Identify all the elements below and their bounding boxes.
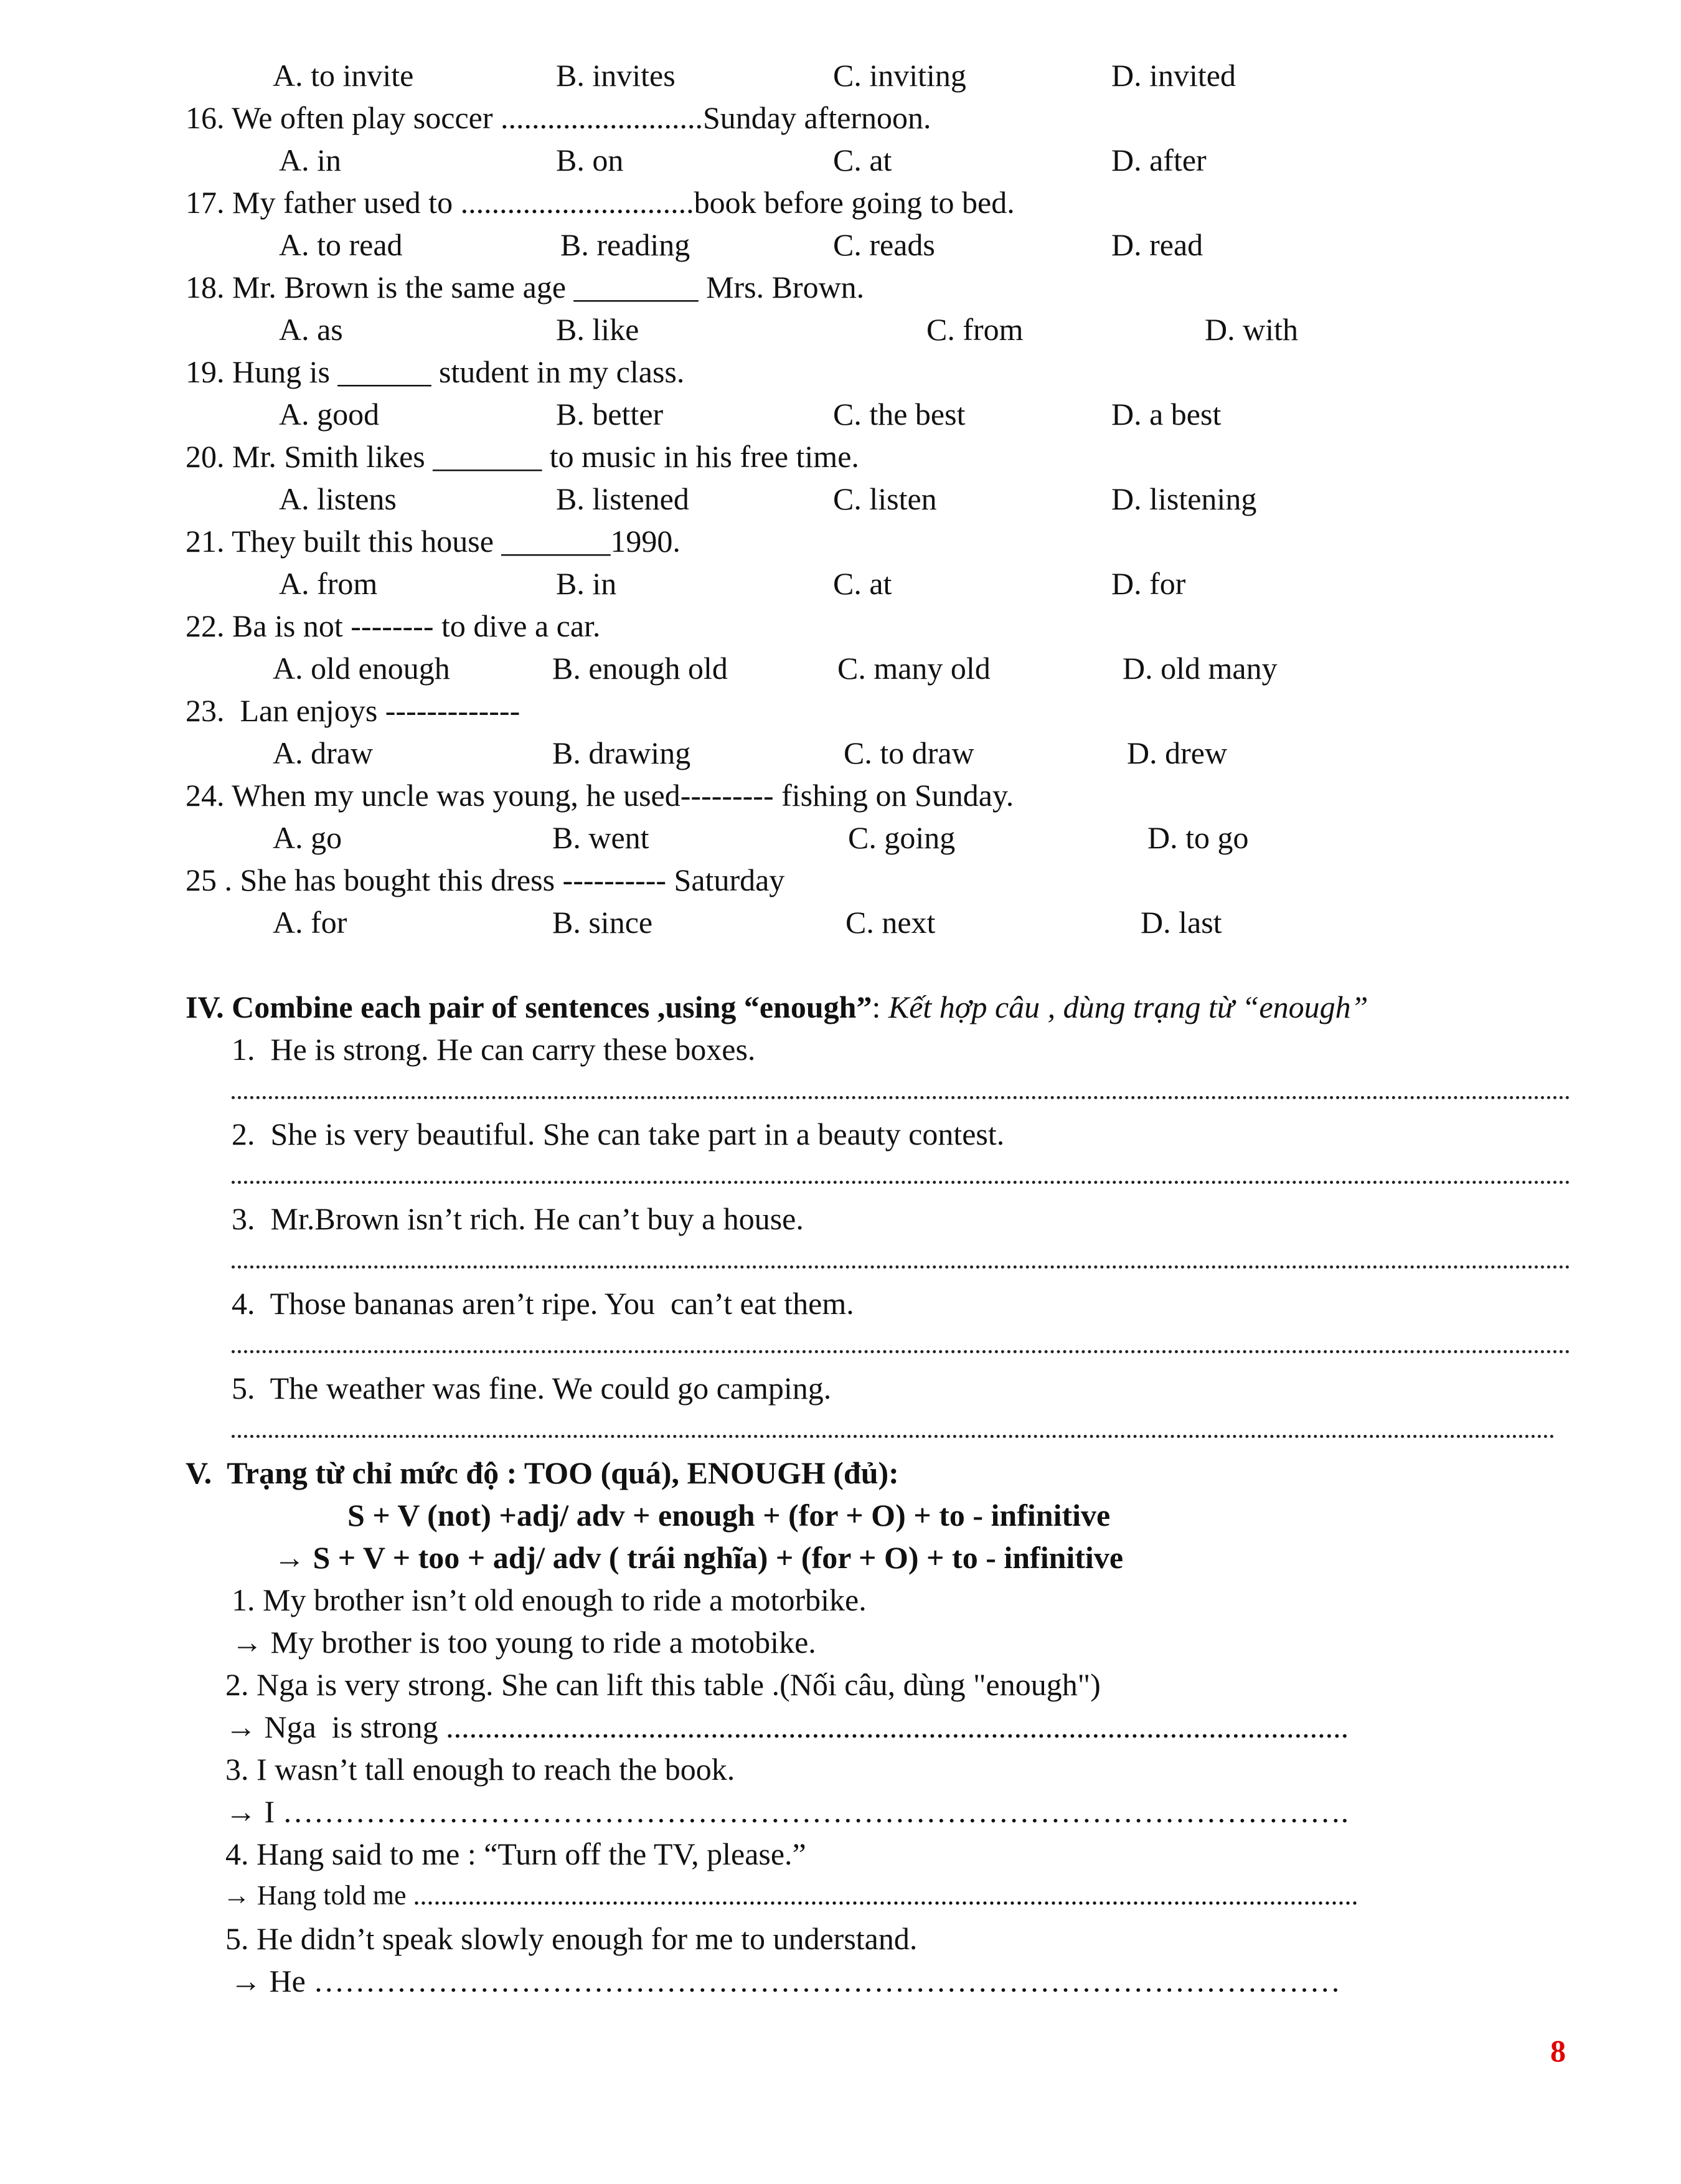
q15-option-b: B. invites xyxy=(556,58,676,93)
q19-option-b: B. better xyxy=(556,397,664,432)
q24-option-a: A. go xyxy=(273,820,342,855)
q19-option-c: C. the best xyxy=(833,397,966,432)
q17-stem: 17. My father used to ..............................book before going to bed. xyxy=(186,185,1015,220)
section-iv-title: IV. Combine each pair of sentences ,using “enough” xyxy=(186,990,872,1024)
q25-option-d: D. last xyxy=(1141,905,1222,940)
q18-option-d: D. with xyxy=(1205,312,1298,347)
q16-option-c: C. at xyxy=(833,143,892,177)
q22-option-a: A. old enough xyxy=(273,651,450,686)
q22-option-c: C. many old xyxy=(837,651,991,686)
q15-option-d: D. invited xyxy=(1111,58,1236,93)
section-iv-separator: : xyxy=(872,990,888,1024)
q18-option-c: C. from xyxy=(926,312,1024,347)
q21-option-c: C. at xyxy=(833,566,892,601)
v-item-3: 3. I wasn’t tall enough to reach the book. xyxy=(225,1752,735,1787)
q20-option-b: B. listened xyxy=(556,481,689,516)
q24-option-d: D. to go xyxy=(1147,820,1249,855)
iv-item-3: 3. Mr.Brown isn’t rich. He can’t buy a house. xyxy=(232,1201,804,1236)
q21-option-b: B. in xyxy=(556,566,617,601)
iv-item-1: 1. He is strong. He can carry these boxes. xyxy=(232,1032,756,1067)
v-item-1: 1. My brother isn’t old enough to ride a motorbike. xyxy=(232,1582,867,1617)
v-item-5: 5. He didn’t speak slowly enough for me to understand. xyxy=(225,1921,918,1956)
q19-option-d: D. a best xyxy=(1111,397,1222,432)
q17-option-a: A. to read xyxy=(279,227,403,262)
answer-line-3[interactable] xyxy=(232,1263,1570,1269)
q23-option-d: D. drew xyxy=(1127,735,1228,770)
q17-option-c: C. reads xyxy=(833,227,935,262)
q16-option-a: A. in xyxy=(279,143,341,177)
v-item-4: 4. Hang said to me : “Turn off the TV, please.” xyxy=(225,1837,806,1871)
q22-option-b: B. enough old xyxy=(552,651,728,686)
q21-option-a: A. from xyxy=(279,566,378,601)
iv-item-5: 5. The weather was fine. We could go camping. xyxy=(232,1371,832,1406)
q16-stem: 16. We often play soccer ..........................Sunday afternoon. xyxy=(186,100,931,135)
q20-option-a: A. listens xyxy=(279,481,397,516)
answer-line-1[interactable] xyxy=(232,1094,1570,1099)
q25-option-b: B. since xyxy=(552,905,653,940)
section-iv-title-vi: Kết hợp câu , dùng trạng từ “enough” xyxy=(888,990,1368,1024)
q17-option-b: B. reading xyxy=(560,227,690,262)
q25-stem: 25 . She has bought this dress ---------- Saturday xyxy=(186,863,785,897)
v-item-2-answer[interactable]: → Nga is strong .................................................................................................................... xyxy=(225,1709,1349,1744)
q25-option-c: C. next xyxy=(845,905,936,940)
q23-option-b: B. drawing xyxy=(552,735,691,770)
page-number: 8 xyxy=(1550,2033,1566,2068)
q17-option-d: D. read xyxy=(1111,227,1203,262)
v-item-4-answer[interactable]: → Hang told me .......................................................................................................................................... xyxy=(223,1880,1358,1911)
q23-option-a: A. draw xyxy=(273,735,374,770)
q18-option-a: A. as xyxy=(279,312,343,347)
q23-option-c: C. to draw xyxy=(844,735,974,770)
q24-option-b: B. went xyxy=(552,820,649,855)
q21-stem: 21. They built this house _______1990. xyxy=(186,524,680,559)
q25-option-a: A. for xyxy=(273,905,347,940)
answer-line-2[interactable] xyxy=(232,1178,1570,1184)
q16-option-d: D. after xyxy=(1111,143,1207,177)
q24-option-c: C. going xyxy=(848,820,956,855)
q22-option-d: D. old many xyxy=(1123,651,1278,686)
q19-option-a: A. good xyxy=(279,397,380,432)
v-item-2: 2. Nga is very strong. She can lift this table .(Nối câu, dùng "enough") xyxy=(225,1667,1101,1702)
q21-option-d: D. for xyxy=(1111,566,1186,601)
v-item-5-answer[interactable]: → He ……………………………………………………………………………………… xyxy=(230,1964,1341,1998)
iv-item-4: 4. Those bananas aren’t ripe. You can’t eat them. xyxy=(232,1286,854,1321)
q16-option-b: B. on xyxy=(556,143,624,177)
v-item-1-answer: → My brother is too young to ride a motobike. xyxy=(232,1625,816,1660)
section-v-heading: V. Trạng từ chỉ mức độ : TOO (quá), ENOUGH (đủ): xyxy=(186,1455,899,1490)
answer-line-4[interactable] xyxy=(232,1348,1570,1353)
formula-enough: S + V (not) +adj/ adv + enough + (for + O) + to - infinitive xyxy=(347,1498,1111,1533)
formula-too: → S + V + too + adj/ adv ( trái nghĩa) + (for + O) + to - infinitive xyxy=(274,1540,1124,1575)
iv-item-2: 2. She is very beautiful. She can take part in a beauty contest. xyxy=(232,1117,1005,1151)
q23-stem: 23. Lan enjoys ------------- xyxy=(186,693,520,728)
q15-option-a: A. to invite xyxy=(273,58,414,93)
q19-stem: 19. Hung is ______ student in my class. xyxy=(186,354,685,389)
q18-option-b: B. like xyxy=(556,312,639,347)
q20-stem: 20. Mr. Smith likes _______ to music in his free time. xyxy=(186,439,859,474)
q15-option-c: C. inviting xyxy=(833,58,966,93)
q18-stem: 18. Mr. Brown is the same age ________ Mrs. Brown. xyxy=(186,270,865,305)
q22-stem: 22. Ba is not -------- to dive a car. xyxy=(186,608,601,643)
q20-option-c: C. listen xyxy=(833,481,937,516)
section-iv-heading xyxy=(186,991,1368,1023)
q20-option-d: D. listening xyxy=(1111,481,1257,516)
q24-stem: 24. When my uncle was young, he used--------- fishing on Sunday. xyxy=(186,778,1014,813)
v-item-3-answer[interactable]: → I …………………………………………………………………………………………. xyxy=(225,1794,1349,1829)
answer-line-5[interactable] xyxy=(232,1432,1555,1438)
